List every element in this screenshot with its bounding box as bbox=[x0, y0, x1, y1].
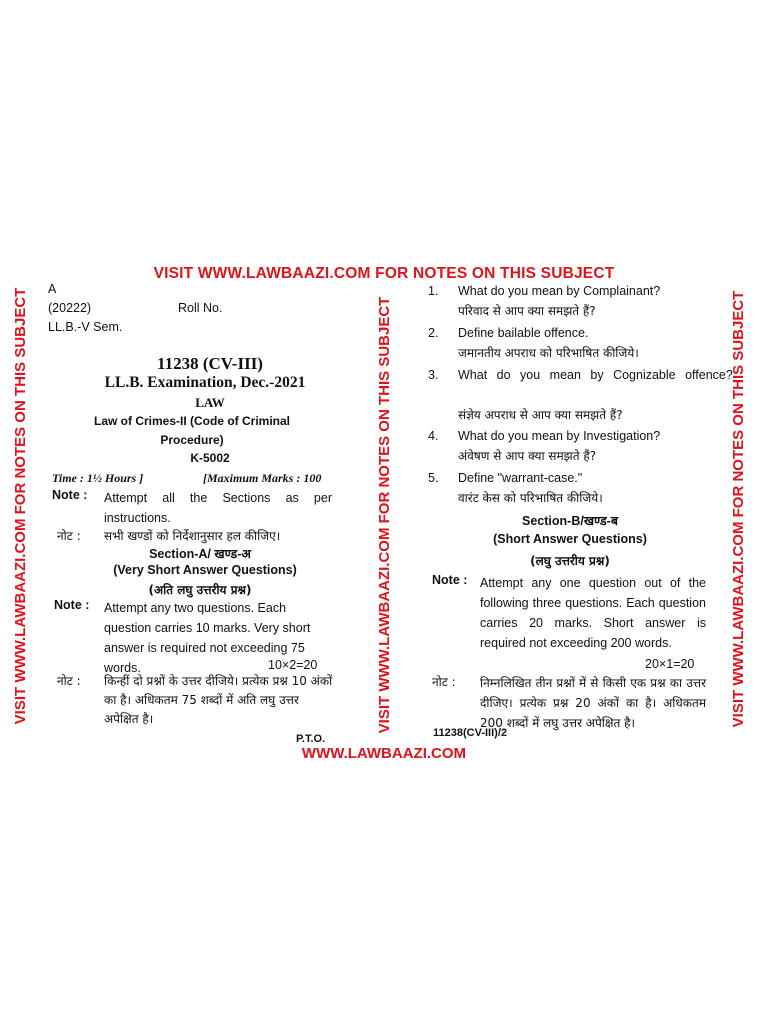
paper-number: K-5002 bbox=[190, 451, 230, 465]
question-text: What do you mean by Complainant? bbox=[458, 284, 661, 298]
question-hindi: जमानतीय अपराध को परिभाषित कीजिये। bbox=[458, 346, 639, 360]
page-footer-code: 11238(CV-III)/2 bbox=[433, 727, 507, 739]
question-hindi: अंवेषण से आप क्या समझते हैं? bbox=[458, 449, 597, 463]
question-number: 1. bbox=[428, 284, 439, 298]
question-number: 3. bbox=[428, 368, 439, 382]
watermark-left: VISIT WWW.LAWBAAZI.COM FOR NOTES ON THIS SUBJECT bbox=[12, 287, 29, 725]
paper-code: 11238 (CV-III) bbox=[157, 354, 263, 373]
watermark-top: VISIT WWW.LAWBAAZI.COM FOR NOTES ON THIS SUBJECT bbox=[153, 265, 615, 282]
question-number: 4. bbox=[428, 429, 439, 443]
hindi-note-instructions: सभी खण्डों को निर्देशानुसार हल कीजिए। bbox=[104, 529, 281, 543]
question-hindi: परिवाद से आप क्या समझते हैं? bbox=[458, 304, 596, 318]
section-b-note: Attempt any one question out of the following three questions. Each question carries 20 marks. Short answer is required not exceeding 200 words. bbox=[480, 576, 706, 650]
hindi-note-label: नोट : bbox=[57, 529, 81, 543]
section-a-marks: 10×2=20 bbox=[268, 658, 318, 672]
paper-title: Law of Crimes-II (Code of Criminal Procedure) bbox=[93, 414, 291, 447]
section-b-hindi-subtitle: (लघु उत्तरीय प्रश्न) bbox=[530, 554, 610, 568]
question-list bbox=[428, 281, 733, 510]
question-text: Define "warrant-case." bbox=[458, 471, 583, 485]
section-b-subtitle: (Short Answer Questions) bbox=[493, 532, 647, 546]
question-3 bbox=[428, 365, 733, 426]
watermark-middle: VISIT WWW.LAWBAAZI.COM FOR NOTES ON THIS SUBJECT bbox=[376, 296, 393, 734]
question-5 bbox=[428, 468, 710, 510]
question-2 bbox=[428, 323, 710, 365]
watermark-right: VISIT WWW.LAWBAAZI.COM FOR NOTES ON THIS SUBJECT bbox=[730, 290, 747, 728]
section-a-subtitle: (Very Short Answer Questions) bbox=[113, 563, 297, 577]
roll-no-label: Roll No. bbox=[178, 301, 223, 315]
section-b-title: Section-B/खण्ड-ब bbox=[522, 514, 618, 528]
question-4 bbox=[428, 426, 710, 468]
section-b-hindi-label: नोट : bbox=[432, 675, 456, 689]
section-a-title: Section-A/ खण्ड-अ bbox=[149, 547, 251, 561]
series-letter: A bbox=[48, 282, 57, 296]
time-allowed: Time : 1½ Hours ] bbox=[52, 471, 144, 485]
maximum-marks: [Maximum Marks : 100 bbox=[203, 471, 322, 485]
section-a-hindi-note: किन्हीं दो प्रश्नों के उत्तर दीजिये। प्रत्येक प्रश्न 10 अंकों का है। अधिकतम 75 शब्दों में अति लघु उत्तर अपेक्षित है। bbox=[104, 674, 333, 726]
question-text: Define bailable offence. bbox=[458, 326, 589, 340]
section-a-note: Attempt any two questions. Each question carries 10 marks. Very short answer is required not exceeding 75 words. bbox=[104, 601, 311, 675]
section-b-hindi-note: निम्नलिखित तीन प्रश्नों में से किसी एक प्रश्न का उत्तर दीजिए। प्रत्येक प्रश्न 20 अंकों का है। अधिकतम 200 शब्दों में लघु उत्तर अपेक्षित है। bbox=[480, 676, 706, 730]
question-number: 2. bbox=[428, 326, 439, 340]
exam-title: LL.B. Examination, Dec.-2021 bbox=[104, 374, 306, 391]
section-b-note-label: Note : bbox=[432, 573, 468, 587]
section-a-note-label: Note : bbox=[54, 598, 90, 612]
watermark-bottom: WWW.LAWBAAZI.COM bbox=[301, 745, 467, 762]
semester: LL.B.-V Sem. bbox=[48, 320, 123, 334]
pto: P.T.O. bbox=[296, 733, 326, 745]
exam-code: (20222) bbox=[48, 301, 92, 315]
subject: LAW bbox=[195, 395, 225, 410]
question-1 bbox=[428, 281, 710, 323]
section-a-hindi-label: नोट : bbox=[57, 674, 81, 688]
section-b-marks: 20×1=20 bbox=[645, 657, 695, 671]
note-instructions: Attempt all the Sections as per instructions. bbox=[104, 491, 332, 525]
question-hindi: संज्ञेय अपराध से आप क्या समझते हैं? bbox=[458, 408, 623, 422]
question-hindi: वारंट केस को परिभाषित कीजिये। bbox=[458, 491, 603, 505]
question-number: 5. bbox=[428, 471, 439, 485]
section-a-hindi-subtitle: (अति लघु उत्तरीय प्रश्न) bbox=[148, 583, 252, 597]
note-label: Note : bbox=[52, 488, 88, 502]
question-text: What do you mean by Investigation? bbox=[458, 429, 661, 443]
question-text: What do you mean by Cognizable offence? bbox=[458, 368, 733, 382]
